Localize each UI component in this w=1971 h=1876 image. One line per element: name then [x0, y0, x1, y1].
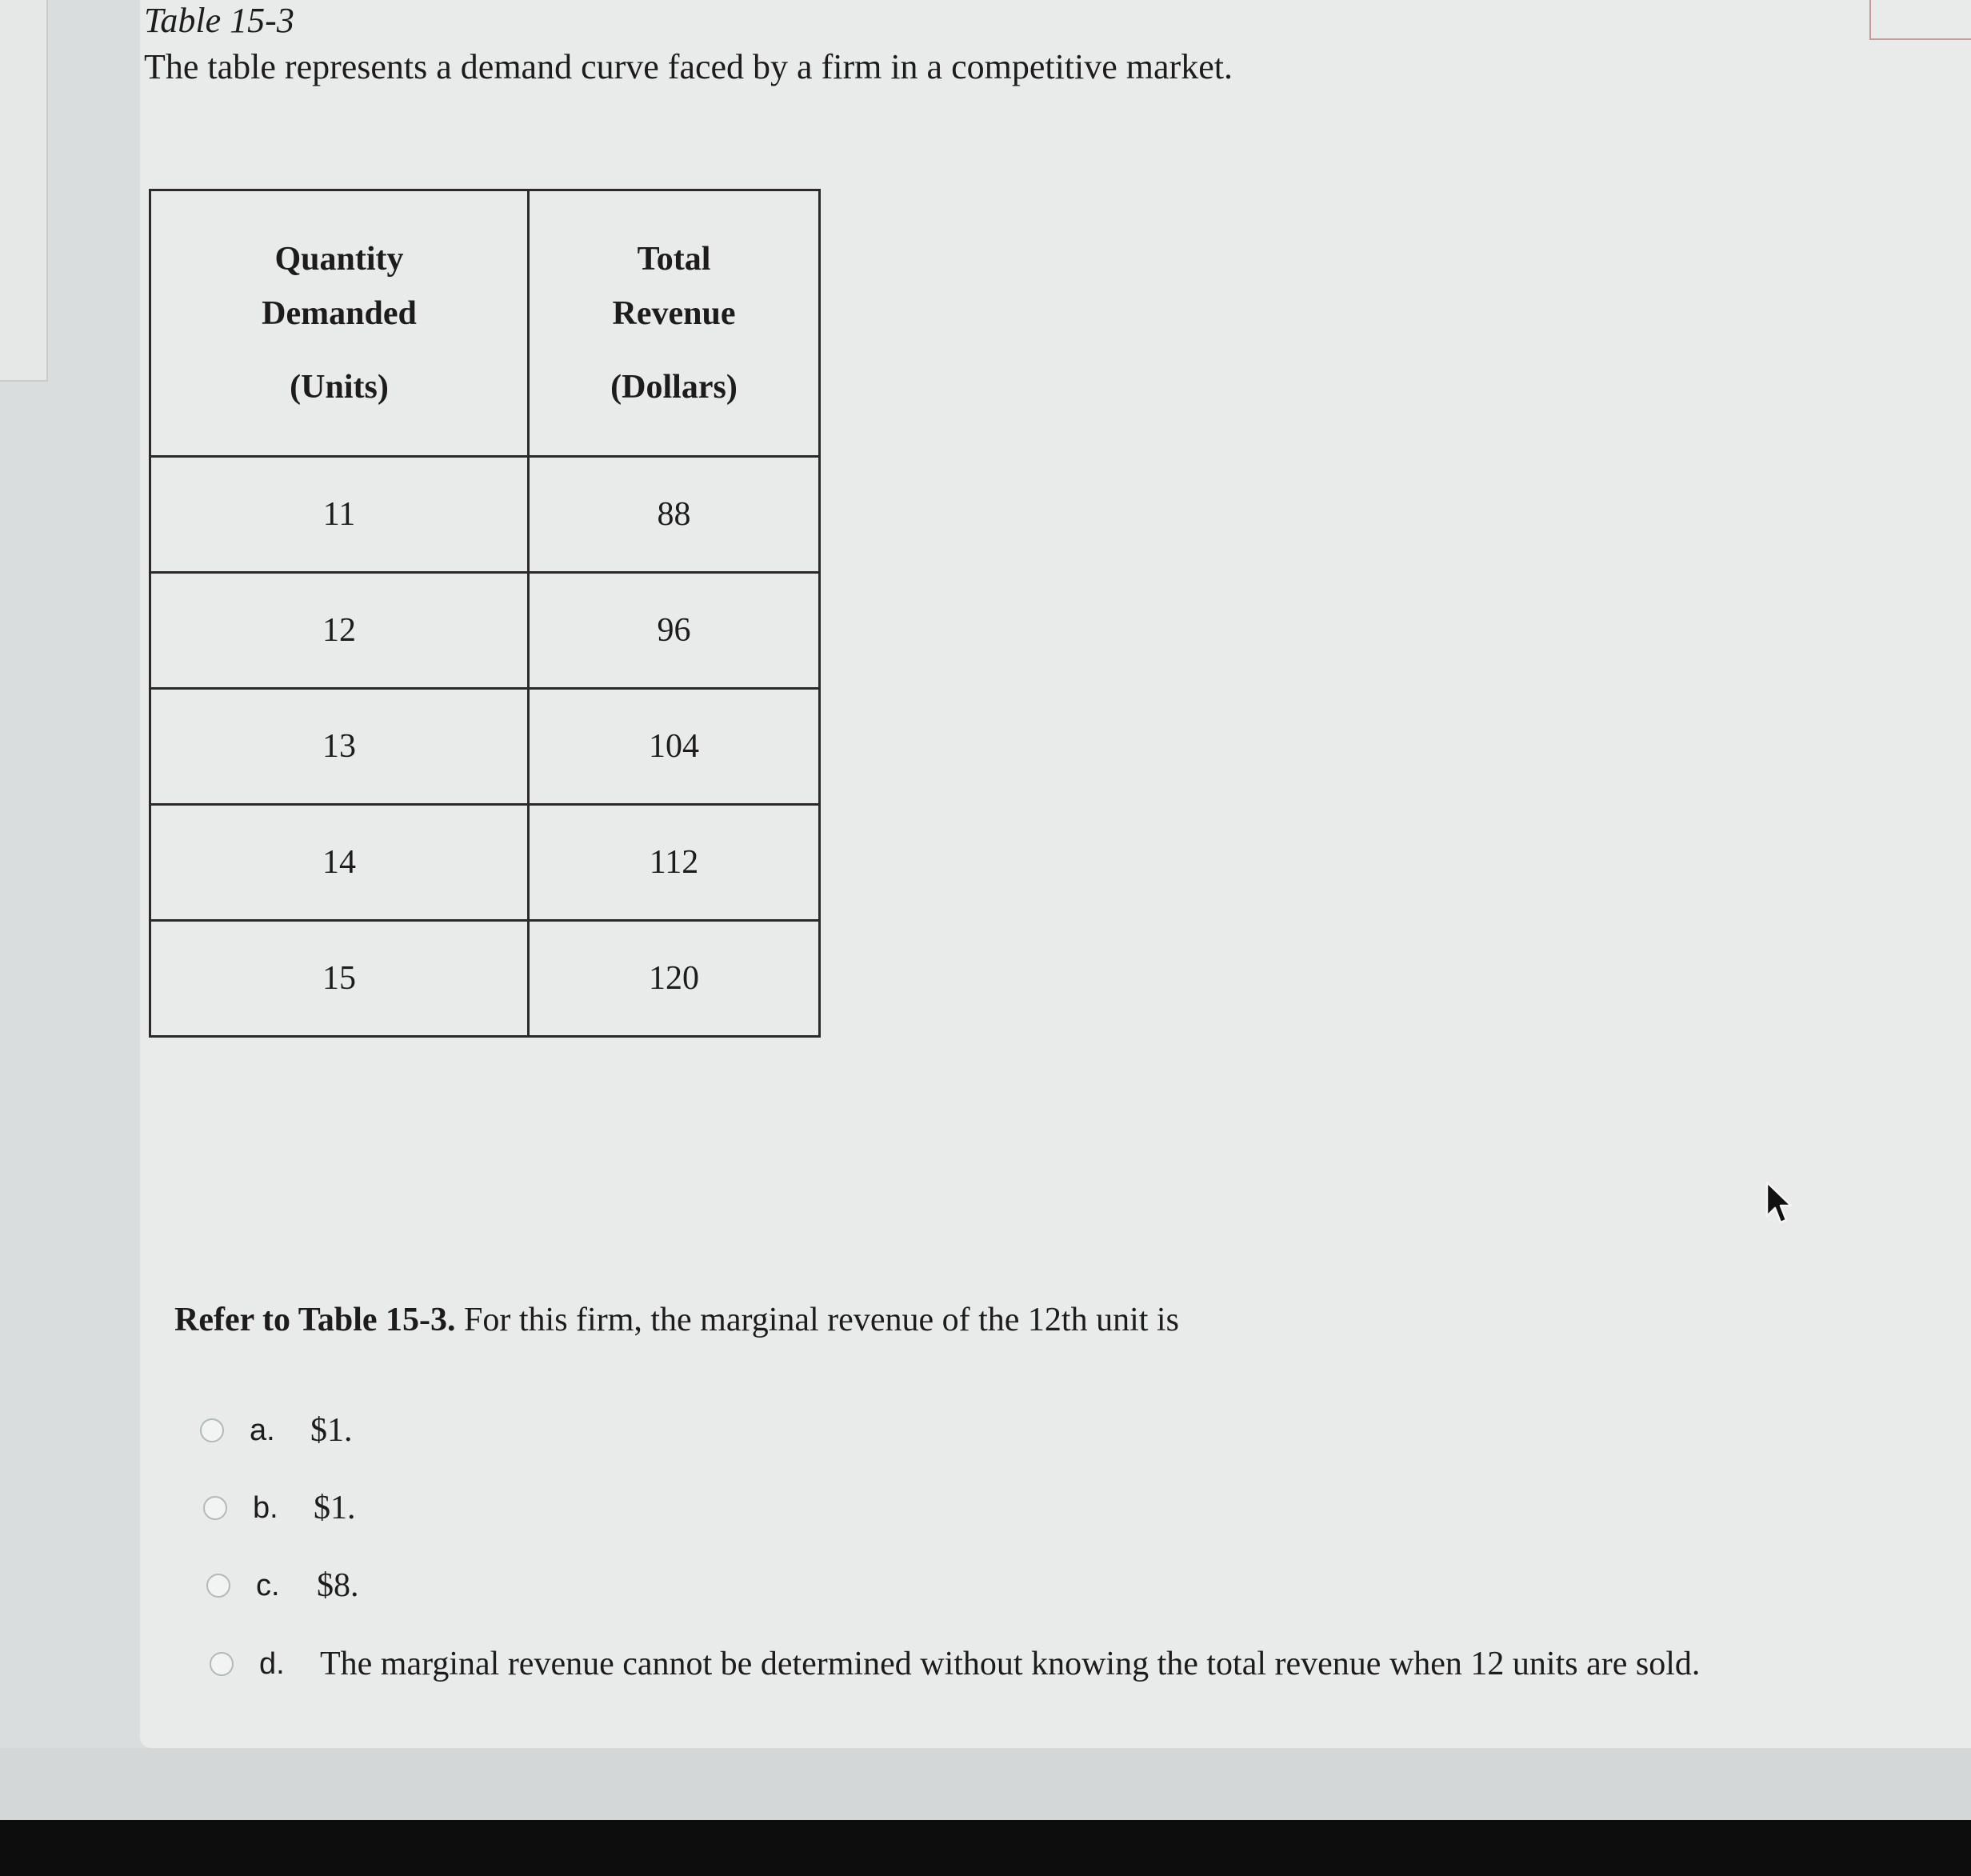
quantity-cell: 13	[150, 689, 529, 805]
quantity-cell: 15	[150, 921, 529, 1037]
question-reference: Refer to Table 15-3.	[174, 1302, 456, 1338]
quantity-header-line-1: Quantity	[274, 241, 404, 278]
quantity-cell: 14	[150, 805, 529, 921]
left-side-panel	[0, 0, 48, 382]
quantity-header-line-3: (Units)	[290, 369, 389, 406]
quantity-cell: 11	[150, 457, 529, 573]
table-description: The table represents a demand curve faced by a firm in a competitive market.	[144, 47, 1233, 86]
radio-circle-icon[interactable]	[203, 1496, 227, 1520]
table-row	[150, 457, 820, 573]
quantity-header-line-2: Demanded	[262, 295, 417, 332]
revenue-cell: 96	[529, 573, 820, 689]
table-header-row	[150, 190, 820, 457]
revenue-header-line-3: (Dollars)	[610, 369, 738, 406]
table-heading: Table 15-3	[144, 1, 294, 40]
option-c[interactable]	[206, 1566, 359, 1605]
revenue-cell: 112	[529, 805, 820, 921]
demand-table	[149, 189, 821, 1038]
quantity-header	[150, 190, 529, 457]
option-a[interactable]	[200, 1411, 353, 1450]
question-body: For this firm, the marginal revenue of the 12th unit is	[455, 1302, 1179, 1338]
revenue-header-line-2: Revenue	[612, 295, 736, 332]
option-letter: b.	[253, 1490, 278, 1525]
option-text: The marginal revenue cannot be determined without knowing the total revenue when 12 units are sold.	[320, 1646, 1701, 1682]
quantity-cell: 12	[150, 573, 529, 689]
mouse-pointer-icon	[1765, 1181, 1793, 1226]
option-d[interactable]	[210, 1645, 1700, 1683]
revenue-cell: 120	[529, 921, 820, 1037]
option-text: $8.	[317, 1567, 359, 1604]
revenue-header	[529, 190, 820, 457]
option-b[interactable]	[203, 1489, 356, 1527]
radio-circle-icon[interactable]	[210, 1652, 234, 1676]
question-text	[174, 1299, 1179, 1341]
bottom-strip	[0, 1748, 1971, 1820]
option-text: $1.	[314, 1490, 356, 1526]
table-row	[150, 805, 820, 921]
table-row	[150, 689, 820, 805]
revenue-cell: 104	[529, 689, 820, 805]
option-letter: d.	[259, 1646, 285, 1681]
table-row	[150, 921, 820, 1037]
radio-circle-icon[interactable]	[200, 1418, 224, 1442]
option-text: $1.	[310, 1412, 353, 1449]
revenue-cell: 88	[529, 457, 820, 573]
top-right-control[interactable]	[1869, 0, 1971, 40]
table-row	[150, 573, 820, 689]
radio-circle-icon[interactable]	[206, 1574, 230, 1598]
screen-bezel	[0, 1820, 1971, 1876]
option-letter: a.	[250, 1413, 275, 1447]
option-letter: c.	[256, 1568, 280, 1602]
revenue-header-line-1: Total	[637, 241, 711, 278]
